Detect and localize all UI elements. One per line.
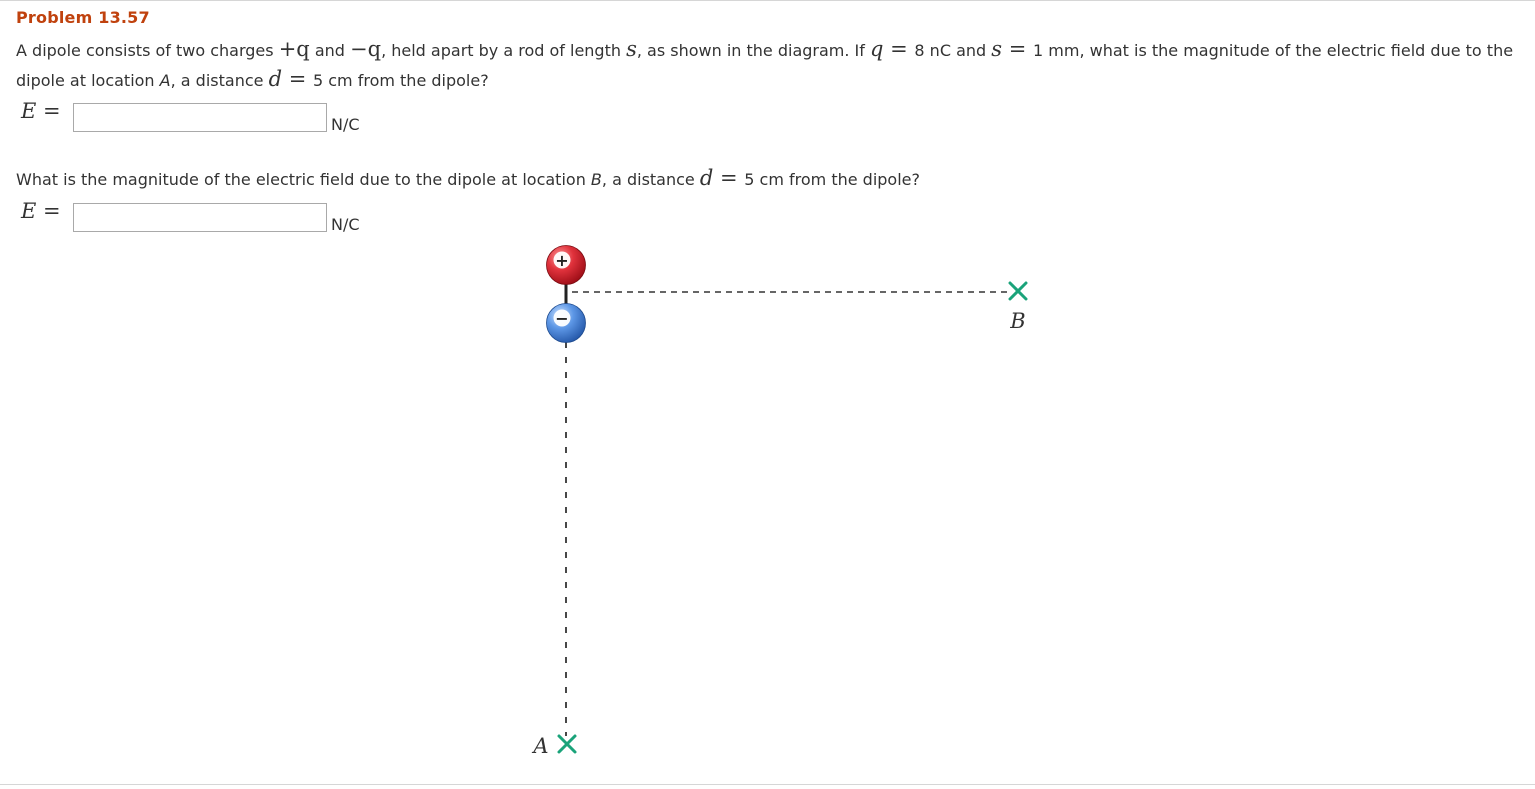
location-b-label: B (1010, 309, 1026, 333)
answer-2-label: E = (21, 199, 61, 223)
question-1-text: A dipole consists of two charges +q and −q, held apart by a rod of length s, as shown in the diagram. If q = 8 nC and s = 1 mm, what is the magnitude of the electric field due to the dipole at location A, a distance d = 5 cm from the dipole? (16, 37, 1514, 91)
answer-1-label: E = (21, 99, 61, 123)
negative-charge (547, 304, 586, 343)
location-a-marker (559, 736, 575, 752)
location-a-label: A (533, 734, 549, 758)
answer-2-unit: N/C (331, 215, 360, 234)
positive-charge (547, 246, 586, 285)
question-2-text: What is the magnitude of the electric field due to the dipole at location B, a distance d = 5 cm from the dipole? (16, 166, 920, 190)
location-b-marker (1010, 283, 1026, 299)
bottom-divider (0, 784, 1535, 785)
minus-sign: − (555, 309, 569, 328)
plus-sign: + (555, 251, 569, 270)
answer-1-unit: N/C (331, 115, 360, 134)
problem-title: Problem 13.57 (16, 8, 150, 27)
